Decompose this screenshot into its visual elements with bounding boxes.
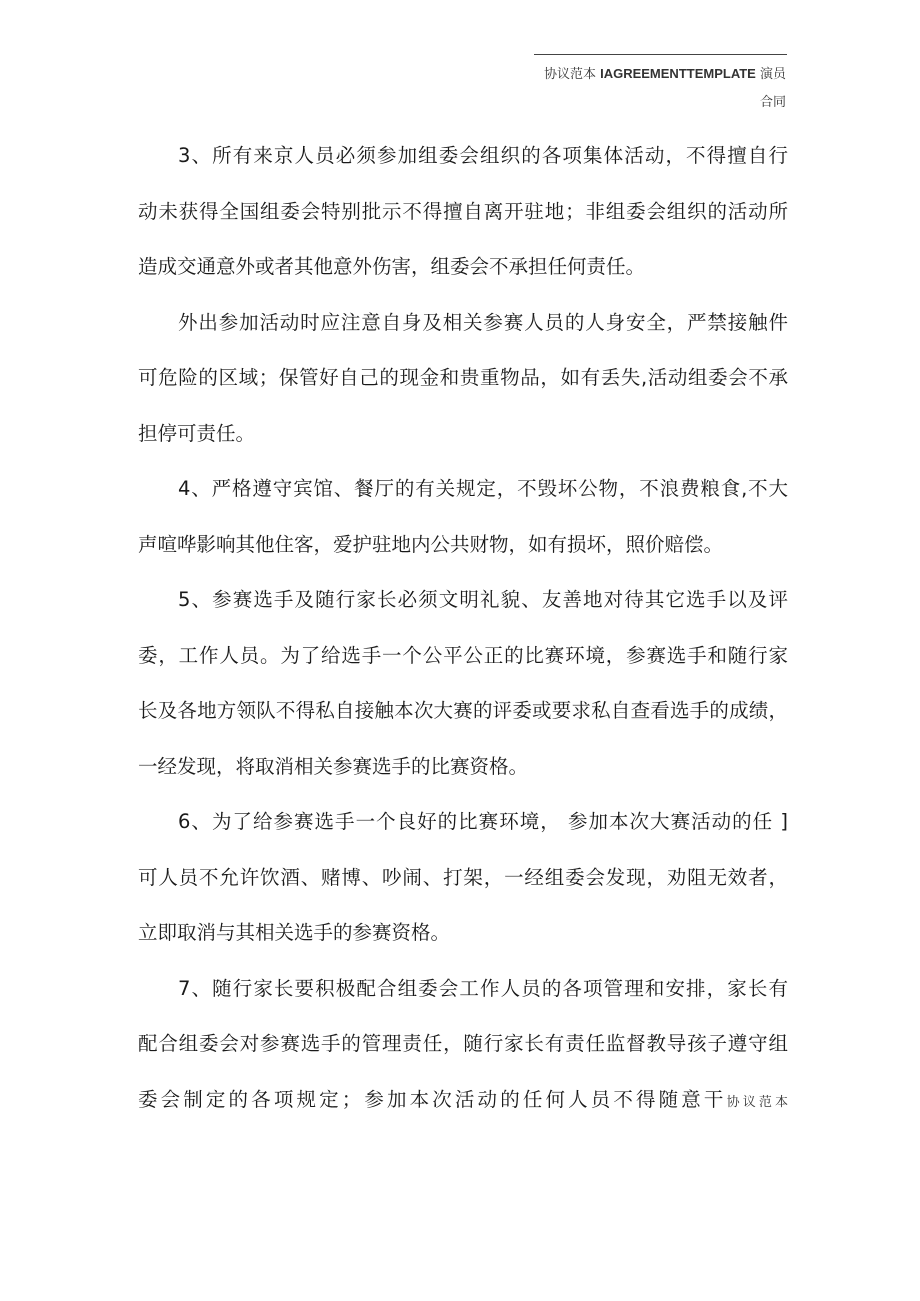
paragraph-line: 3、所有来京人员必须参加组委会组织的各项集体活动，不得擅自行 — [178, 144, 788, 167]
paragraph-line: 声喧哗影响其他住客，爱护驻地内公共财物，如有损坏，照价赔偿。 — [138, 532, 724, 556]
footer-label: 协议范本 — [726, 1094, 788, 1110]
header-rule — [534, 54, 787, 55]
paragraph-5 — [138, 572, 788, 794]
header-template-name: IAGREEMENTTEMPLATE — [600, 66, 756, 81]
paragraph-line-text: 委会制定的各项规定；参加本次活动的任何人员不得随意干 — [138, 1087, 727, 1111]
paragraph-line: 委，工作人员。为了给选手一个公平公正的比赛环境，参赛选手和随行家 — [138, 643, 788, 667]
document-body — [138, 128, 788, 1130]
header-subtitle: 合同 — [759, 95, 786, 110]
header-suffix: 演员 — [755, 67, 786, 82]
paragraph-line: 一经发现，将取消相关参赛选手的比赛资格。 — [138, 754, 529, 778]
paragraph-line: 可危险的区域；保管好自己的现金和贵重物品，如有丢失,活动组委会不承 — [138, 366, 788, 389]
paragraph-line: 7、随行家长要积极配合组委会工作人员的各项管理和安排，家长有 — [178, 976, 788, 1000]
header-prefix: 协议范本 — [543, 67, 601, 82]
paragraph-line: 动未获得全国组委会特别批示不得擅自离开驻地；非组委会组织的活动所 — [138, 199, 788, 223]
paragraph-line-last — [138, 1072, 788, 1131]
paragraph-line: 6、为了给参赛选手一个良好的比赛环境， 参加本次大赛活动的任 ] — [178, 810, 788, 833]
paragraph-line: 担停可责任。 — [138, 421, 256, 445]
paragraph-4 — [138, 461, 788, 572]
paragraph-line: 4、严格遵守宾馆、餐厅的有关规定，不毁坏公物，不浪费粮食,不大 — [178, 477, 788, 500]
paragraph-line: 可人员不允许饮酒、赌博、吵闹、打架，一经组委会发现，劝阻无效者， — [138, 865, 788, 889]
paragraph-line: 造成交通意外或者其他意外伤害，组委会不承担任何责任。 — [138, 255, 646, 278]
paragraph-line: 5、参赛选手及随行家长必须文明礼貌、友善地对待其它选手以及评 — [178, 588, 788, 611]
paragraph-6 — [138, 794, 788, 961]
paragraph-line: 长及各地方领队不得私自接触本次大赛的评委或要求私自查看选手的成绩， — [138, 699, 788, 722]
paragraph-7 — [138, 961, 788, 1131]
paragraph-safety — [138, 295, 788, 462]
paragraph-line: 配合组委会对参赛选手的管理责任，随行家长有责任监督教导孩子遵守组 — [138, 1032, 788, 1055]
paragraph-3 — [138, 128, 788, 295]
paragraph-line: 立即取消与其相关选手的参赛资格。 — [138, 921, 451, 944]
paragraph-line: 外出参加活动时应注意自身及相关参赛人员的人身安全，严禁接触件 — [178, 310, 788, 334]
header-title — [544, 66, 786, 83]
